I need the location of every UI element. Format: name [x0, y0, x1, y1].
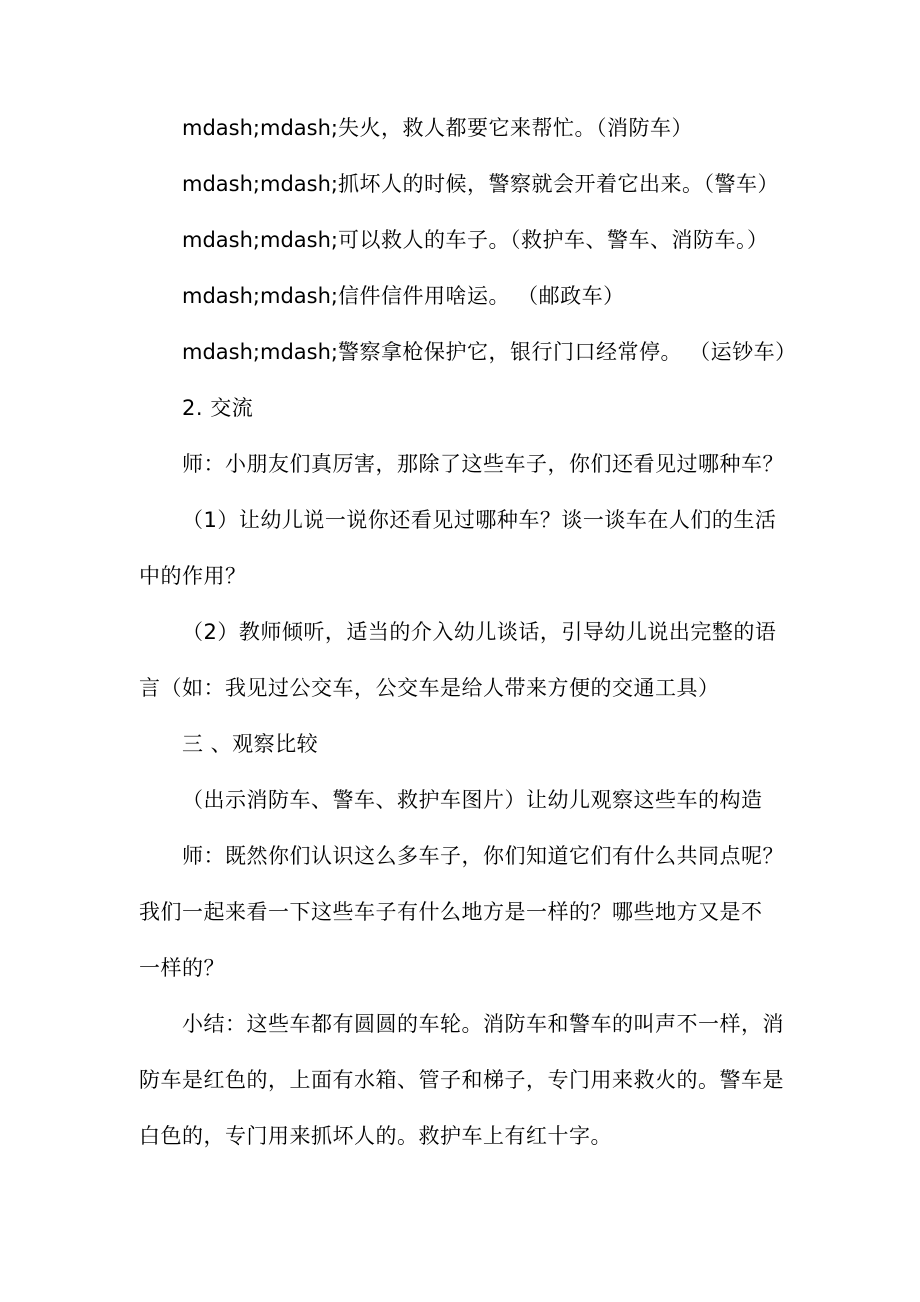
teacher-question-2-line-3: 一样的？: [139, 956, 225, 980]
riddle-text: 失火，救人都要它来帮忙。（消防车）: [337, 116, 693, 140]
teacher-question-2-line-2: 我们一起来看一下这些车子有什么地方是一样的？哪些地方又是不: [139, 900, 763, 924]
show-pictures-instruction: （出示消防车、警车、救护车图片）让幼儿观察这些车的构造: [182, 788, 763, 812]
riddle-postal-truck: [182, 282, 625, 310]
summary-line-1: 小结：这些车都有圆圆的车轮。消防车和警车的叫声不一样，消: [182, 1012, 784, 1036]
summary-line-2: 防车是红色的，上面有水箱、管子和梯子，专门用来救火的。警车是: [139, 1068, 784, 1092]
riddle-prefix: mdash;mdash;: [182, 340, 338, 364]
teacher-question-2-line-1: 师：既然你们认识这么多车子，你们知道它们有什么共同点呢？: [182, 844, 784, 868]
riddle-police-car: [182, 170, 779, 198]
riddle-prefix: mdash;mdash;: [182, 172, 338, 196]
item-2-line-1: （2）教师倾听，适当的介入幼儿谈话，引导幼儿说出完整的语: [182, 620, 777, 644]
section-2-heading: 2. 交流: [182, 396, 254, 420]
riddle-rescue-vehicles: [182, 226, 768, 254]
riddle-prefix: mdash;mdash;: [182, 284, 338, 308]
riddle-text: 可以救人的车子。（救护车、警车、消防车。）: [337, 228, 769, 252]
section-3-heading: 三 、观察比较: [182, 732, 319, 756]
summary-line-3: 白色的，专门用来抓坏人的。救护车上有红十字。: [139, 1124, 612, 1148]
item-2-line-2: 言（如：我见过公交车，公交车是给人带来方便的交通工具）: [139, 676, 720, 700]
riddle-text: 信件信件用啥运。 （邮政车）: [337, 284, 625, 308]
teacher-question-1: 师：小朋友们真厉害，那除了这些车子，你们还看见过哪种车？: [182, 452, 784, 476]
item-1-line-2: 中的作用？: [139, 564, 247, 588]
riddle-prefix: mdash;mdash;: [182, 116, 338, 140]
riddle-text: 警察拿枪保护它，银行门口经常停。 （运钞车）: [337, 340, 797, 364]
riddle-prefix: mdash;mdash;: [182, 228, 338, 252]
riddle-fire-truck: [182, 114, 693, 142]
riddle-text: 抓坏人的时候，警察就会开着它出来。（警车）: [337, 172, 779, 196]
item-1-line-1: （1）让幼儿说一说你还看见过哪种车？谈一谈车在人们的生活: [182, 508, 777, 532]
riddle-armored-car: [182, 338, 797, 366]
